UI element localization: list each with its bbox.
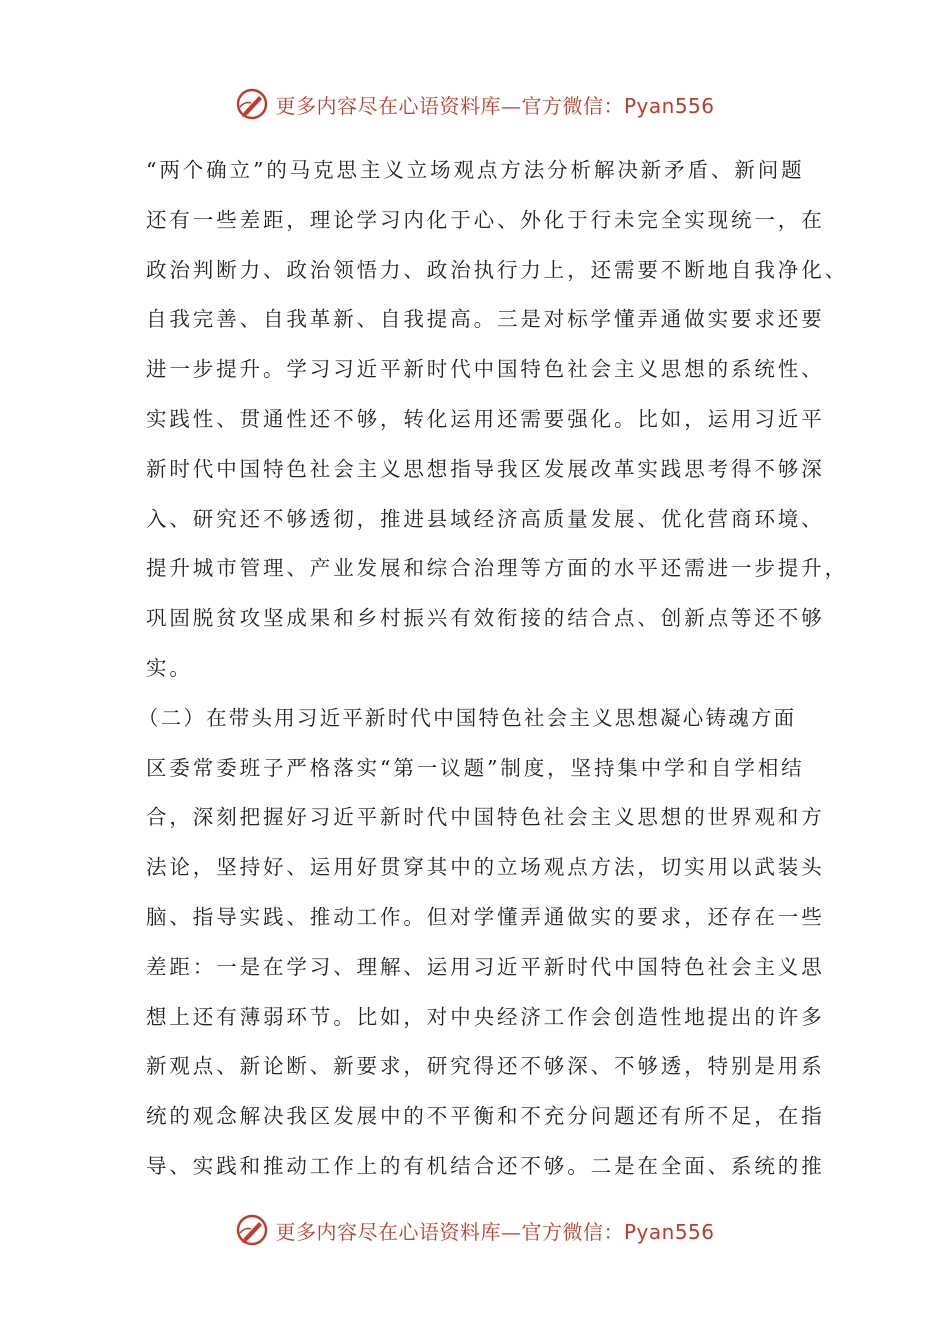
watermark-main-text: 更多内容尽在心语资料库 <box>275 1219 501 1244</box>
watermark-wechat-id: Pyan556 <box>623 1219 715 1244</box>
watermark-dash: — <box>500 93 522 118</box>
section-line: 想上还有薄弱环节。比如，对中央经济工作会创造性地提出的许多 <box>146 1004 825 1029</box>
body-line: 政治判断力、政治领悟力、政治执行力上，还需要不断地自我净化、 <box>146 257 848 282</box>
watermark-label: 官方微信： <box>521 93 624 118</box>
watermark-text <box>275 90 714 119</box>
section-line: 新观点、新论断、新要求，研究得还不够深、不够透，特别是用系 <box>146 1054 825 1079</box>
body-line: 实践性、贯通性还不够，转化运用还需要强化。比如，运用习近平 <box>146 406 825 431</box>
section-line: 合，深刻把握好习近平新时代中国特色社会主义思想的世界观和方 <box>146 805 825 830</box>
watermark-wechat-id: Pyan556 <box>623 93 715 118</box>
body-line: 实。 <box>146 655 193 680</box>
watermark-label: 官方微信： <box>521 1219 624 1244</box>
body-line: 进一步提升。学习习近平新时代中国特色社会主义思想的系统性、 <box>146 357 825 382</box>
section-heading: （二）在带头用习近平新时代中国特色社会主义思想凝心铸魂方面 <box>138 705 797 730</box>
body-line: 自我完善、自我革新、自我提高。三是对标学懂弄通做实要求还要 <box>146 307 825 332</box>
header-watermark <box>0 84 950 124</box>
body-line: 提升城市管理、产业发展和综合治理等方面的水平还需进一步提升， <box>146 556 848 581</box>
watermark-text <box>275 1216 714 1245</box>
section-line: 差距：一是在学习、理解、运用习近平新时代中国特色社会主义思 <box>146 954 825 979</box>
section-line: 脑、指导实践、推动工作。但对学懂弄通做实的要求，还存在一些 <box>146 904 825 929</box>
section-line: 区委常委班子严格落实“第一议题”制度，坚持集中学和自学相结 <box>146 755 805 780</box>
pen-logo-icon <box>235 87 269 121</box>
body-line: 巩固脱贫攻坚成果和乡村振兴有效衔接的结合点、创新点等还不够 <box>146 606 825 631</box>
watermark-main-text: 更多内容尽在心语资料库 <box>275 93 501 118</box>
body-line: 入、研究还不够透彻，推进县域经济高质量发展、优化营商环境、 <box>146 506 825 531</box>
pen-logo-icon <box>235 1213 269 1247</box>
document-body <box>138 150 848 1196</box>
watermark-dash: — <box>500 1219 522 1244</box>
body-line: “两个确立”的马克思主义立场观点方法分析解决新矛盾、新问题 <box>146 158 805 182</box>
body-line: 新时代中国特色社会主义思想指导我区发展改革实践思考得不够深 <box>146 456 825 481</box>
section-line: 统的观念解决我区发展中的不平衡和不充分问题还有所不足，在指 <box>146 1104 825 1129</box>
footer-watermark <box>0 1210 950 1250</box>
section-line: 导、实践和推动工作上的有机结合还不够。二是在全面、系统的推 <box>146 1153 825 1178</box>
body-line: 还有一些差距，理论学习内化于心、外化于行未完全实现统一，在 <box>146 207 825 232</box>
section-line: 法论，坚持好、运用好贯穿其中的立场观点方法，切实用以武装头 <box>146 855 825 880</box>
